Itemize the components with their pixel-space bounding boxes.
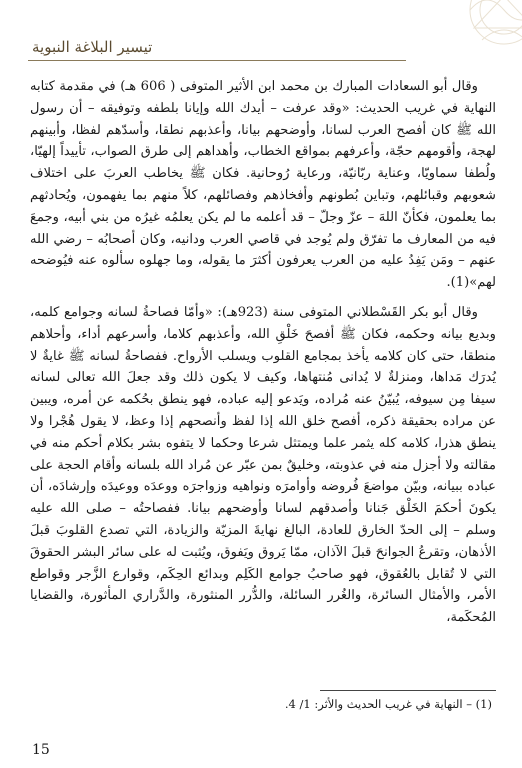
header-divider: [28, 60, 406, 61]
ornament-corner-icon: [412, 0, 522, 80]
page-number: 15: [32, 742, 50, 758]
running-header-title: تيسير البلاغة النبوية: [32, 38, 153, 56]
paragraph: وقال أبو بكر القَسْطلاني المتوفى سنة (923هـ): «وأمّا فصاحةُ لسانه وجوامع كلمه، وبديع بيانه وحكمه، فكان ﷺ أفصحَ خَلْقِ الله، وأعذبهم كلاما، وأسرعهم أداء، وأحلاهم منطقا، حتى كان كلامه يأخذ بمجامع القلوب ويسلب الأرواح. ففصاحةُ لسانه ﷺ غايةٌ لا يُدرَك مَداها، ومنزلةٌ لا يُدانى مُنتهاها، وكيف لا يكون ذلك وقد جعلَ الله تعالى لسانه سيفا مِن سيوفه، يُبيّنُ عنه مُراده، ويَدعو إليه عباده، فهو ينطق بحُكمه عن أمره، ويبين عن مراده بحقيقة ذكره، أفصح خلق الله إذا لفظ وأنصحهم إذا وعظ، لا يقول هُجْرا ولا ينطق هذرا، كلامه كله يثمر علما ويمتثل شرعا وحكما لا يتفوه بشر بكلام أحكم منه في مقالته ولا أجزل منه في عذوبته، وخليقٌ بمن عبّر عن مُراد الله بلسانه وأقام الحجة على عباده ببيانه، وبيّن مواضعَ فُروضه وأوامرَه ونواهيه وزواجرَه ووعدَه ووعيدَه وإرشادَه، أن يكونَ أحكمَ الخَلْق جَنانا وأصدقهم لسانا وأوضحهم بيانا. ففصاحتُه – صلى الله عليه وسلم – إلى الحدّ الخارق للعادة، البالغ نهايةَ المزيّة والزيادة، التي تصدع القلوبَ قبلَ الأذهان، وتقرعُ الجوانحَ قبلَ الآذان، ممّا يَروق ويَفوق، ويُثبت له على سائر البشر الحقوقَ التي لا تُقابل بالعُقوق، فهو صاحبُ جوامع الكَلِم وبدائع الحِكَم، وقوارع الزَّجر وقواطع الأمر، والأمثال السائرة، والغُرر السائلة، والدُّرر المنثورة، والدَّراري المأثورة، والقضايا المُحكَمة،: [30, 304, 497, 626]
footnote: (1) – النهاية في غريب الحديث والأثر: 1/ 4.: [284, 697, 492, 711]
footnote-divider: [320, 690, 496, 691]
paragraph: وقال أبو السعادات المبارك بن محمد ابن الأثير المتوفى ( 606 هـ) في مقدمة كتابه النهاية في غريب الحديث: «وقد عرفت – أيدك الله وإيانا بلطفه وتوفيقه – أن رسول الله ﷺ كان أفصح العرب لسانا، وأوضحهم بيانا، وأعذبهم نطقا، وأسدّهم لفظا، وأبينهم لهجة، وأقومهم حجّة، وأعرفهم بمواقع الخطاب، وأهداهم إلى طرق الصواب، تأييداً إلهيّا، ولُطفا سماويّا، وعناية ربّانيّة، ورعاية رُوحانية. فكان ﷺ يخاطب العربَ على اختلاف شعوبهم وقبائلهم، وتباين بُطونهم وأفخاذهم وفصائلهم، كلاً منهم بما يفهمون، ويُحادثهم بما يعلمون، فكأنّ اللهَ – عزّ وجلّ – قد أعلمه ما لم يكن يعلمُه غيرُه من بني أبيه، وجمعَ فيه من المعارف ما تفرّق ولم يُوجد في قاصي العرب ودانيه، وكان أصحابُه – رضي الله عنهم – ومَن يَفِدُ عليه من العرب يعرفون أكثرَ ما يقوله، وما جهلوه سألوه عنه فيُوضحه لهم»(1).: [30, 79, 496, 291]
body-text: [30, 76, 496, 637]
